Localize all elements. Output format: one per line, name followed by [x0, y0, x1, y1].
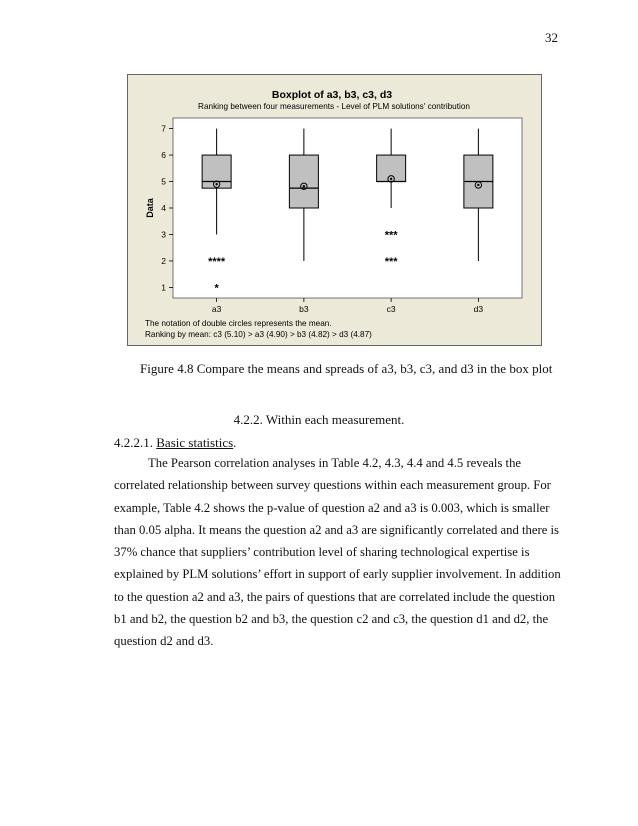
- body-line: b1 and b2, the question b2 and b3, the question c2 and c3, the question d1 and d2, the: [114, 612, 549, 627]
- mean-marker-dot-d3: [477, 184, 479, 186]
- outlier-a3-2: ****: [208, 255, 226, 268]
- y-tick-label: 2: [161, 255, 166, 266]
- iqr-box-b3: [289, 155, 318, 208]
- body-line: example, Table 4.2 shows the p-value of question a2 and a3 is 0.003, which is smaller: [114, 500, 550, 515]
- outlier-c3-3: ***: [384, 229, 398, 242]
- subsection-number: 4.2.2.1.: [114, 435, 157, 450]
- chart-subtitle: Ranking between four measurements - Level of PLM solutions' contribution: [198, 102, 470, 111]
- body-line: explained by PLM solutions’ effort in support of early supplier involvement. In addition: [114, 567, 561, 582]
- chart-title: Boxplot of a3, b3, c3, d3: [271, 89, 393, 101]
- mean-marker-dot-a3: [215, 183, 217, 185]
- chart-note-mean: The notation of double circles represents the mean.: [145, 319, 332, 328]
- y-tick-label: 6: [161, 150, 166, 161]
- x-tick-label: c3: [386, 304, 396, 314]
- y-tick-label: 3: [161, 229, 166, 240]
- y-tick-label: 5: [161, 176, 166, 187]
- boxplot-figure: [127, 74, 542, 346]
- outlier-c3-2: ***: [384, 255, 398, 268]
- body-line: The Pearson correlation analyses in Table 4.2, 4.3, 4.4 and 4.5 reveals the: [148, 456, 522, 470]
- section-heading: 4.2.2. Within each measurement.: [233, 412, 405, 427]
- body-line: to the question a2 and a3, the pairs of questions that are correlated include the question: [114, 589, 556, 604]
- figure-caption: Figure 4.8 Compare the means and spreads of a3, b3, c3, and d3 in the box plot: [140, 361, 553, 376]
- y-tick-label: 7: [161, 123, 166, 134]
- subsection-suffix: .: [233, 435, 237, 450]
- body-line: 37% chance that suppliers’ contribution level of sharing technological expertise is: [114, 545, 530, 560]
- x-tick-label: a3: [211, 304, 222, 314]
- body-paragraph: [114, 452, 561, 653]
- y-tick-label: 1: [161, 282, 166, 293]
- body-line: than 0.05 alpha. It means the question a2 and a3 are significantly correlated and there is: [114, 522, 559, 537]
- boxplot-chart: [127, 74, 542, 346]
- body-line: question d2 and d3.: [114, 634, 214, 649]
- outlier-a3-1: *: [214, 282, 219, 295]
- x-tick-label: b3: [299, 304, 309, 314]
- chart-note-ranking: Ranking by mean: c3 (5.10) > a3 (4.90) > b3 (4.82) > d3 (4.87): [145, 330, 372, 339]
- page-number: 32: [545, 30, 558, 45]
- y-tick-label: 4: [161, 203, 166, 213]
- mean-marker-dot-b3: [303, 185, 305, 187]
- subsection-title: Basic statistics: [156, 435, 234, 450]
- y-axis-label: Data: [145, 198, 155, 218]
- iqr-box-c3: [377, 155, 406, 181]
- mean-marker-dot-c3: [390, 178, 392, 180]
- x-tick-label: d3: [473, 304, 484, 314]
- body-line: correlated relationship between survey questions within each measurement group. For: [114, 478, 551, 493]
- subsection-heading: [114, 435, 236, 451]
